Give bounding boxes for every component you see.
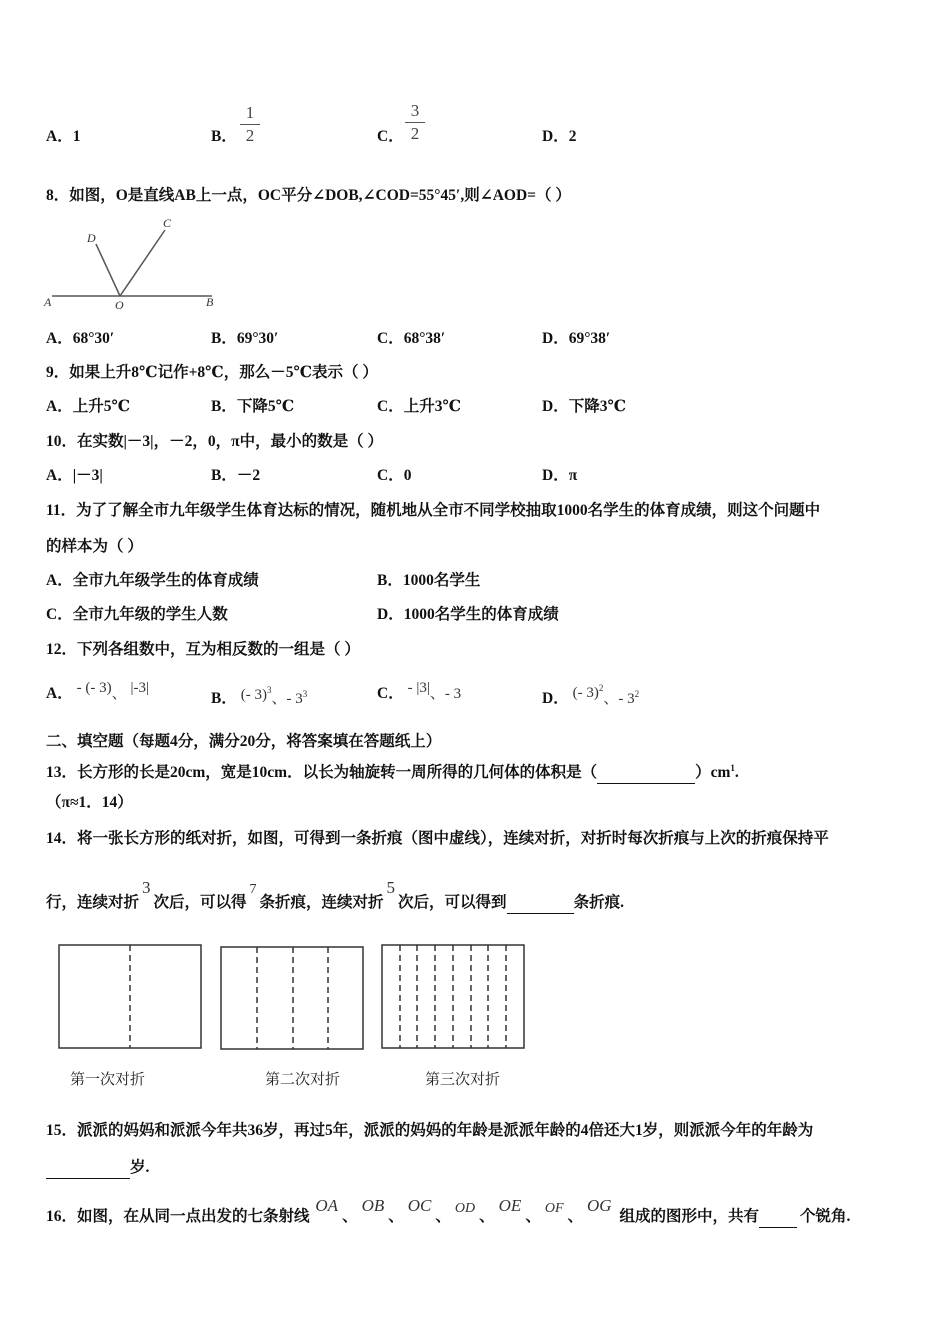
ray-oc: OC bbox=[407, 1196, 432, 1215]
q16-sep: 、 bbox=[388, 1208, 404, 1225]
q14-number-7: 7 bbox=[249, 882, 257, 897]
q12-c-expr1: - |3| bbox=[407, 680, 430, 696]
q7-option-d bbox=[542, 127, 576, 147]
ray-oe: OE bbox=[498, 1196, 522, 1215]
fraction-bar bbox=[405, 122, 425, 123]
q12-d-sep: 、 bbox=[603, 691, 619, 707]
q12-d-expr1: (- 3) bbox=[572, 685, 599, 701]
q16-answer-blank[interactable] bbox=[759, 1207, 797, 1228]
q15-answer-blank[interactable] bbox=[46, 1158, 130, 1179]
q9-option-d: D．下降3℃ bbox=[542, 398, 627, 415]
section-2-heading: 二、填空题（每题4分，满分20分，将答案填在答题纸上） bbox=[46, 733, 442, 750]
q12-option-d bbox=[542, 684, 639, 709]
q14-part2: 次后，可以得 bbox=[153, 894, 247, 911]
q15-stem-line1: 15．派派的妈妈和派派今年共36岁，再过5年，派派的妈妈的年龄是派派年龄的4倍还大1岁，则派派今年的年龄为 bbox=[46, 1122, 814, 1139]
q13-stem-b: ）cm bbox=[695, 764, 731, 782]
q7-a-value: 1 bbox=[72, 128, 81, 145]
q16-sep: 、 bbox=[567, 1208, 584, 1225]
q11-stem-line1: 11．为了了解全市九年级学生体育达标的情况，随机地从全市不同学校抽取1000名学生的体育成绩，则这个问题中 bbox=[46, 502, 821, 519]
q10-option-d: D．π bbox=[542, 467, 578, 484]
q14-fold-figures bbox=[56, 940, 531, 1055]
q12-a-expr2: |-3| bbox=[130, 680, 149, 696]
q15-stem-end: 岁. bbox=[130, 1159, 150, 1176]
q12-d-expr2: - 3 bbox=[618, 691, 635, 707]
q12-b-expr2: - 3 bbox=[286, 691, 303, 707]
q10-option-b: B．－2 bbox=[211, 467, 261, 484]
caption-first-fold: 第一次对折 bbox=[70, 1070, 146, 1088]
q8-option-d: D．69°38′ bbox=[542, 330, 611, 347]
q15-stem-line2 bbox=[46, 1158, 149, 1179]
ray-of: OF bbox=[544, 1201, 564, 1216]
q12-b-exp2: 3 bbox=[302, 689, 308, 699]
q14-stem-line2 bbox=[46, 878, 624, 914]
q14-part3: 条折痕，连续对折 bbox=[259, 894, 384, 911]
q14-part5: 条折痕. bbox=[573, 894, 624, 911]
q14-number-3: 3 bbox=[142, 878, 151, 897]
q11-option-a: A．全市九年级学生的体育成绩 bbox=[46, 572, 259, 589]
q12-d-expr1-wrap bbox=[573, 685, 604, 701]
q9-option-a: A．上升5℃ bbox=[46, 398, 131, 415]
q11-option-b: B．1000名学生 bbox=[377, 572, 481, 589]
q12-c-expr2: - 3 bbox=[444, 686, 462, 702]
q11-option-c: C．全市九年级的学生人数 bbox=[46, 606, 228, 623]
q10-stem: 10．在实数|－3|，－2，0，π中，最小的数是（ ） bbox=[46, 433, 383, 450]
q7-option-b-fraction bbox=[240, 103, 260, 146]
q8-option-c: C．68°38′ bbox=[377, 330, 446, 347]
label-b: B bbox=[206, 295, 214, 309]
fraction-denominator: 2 bbox=[410, 124, 420, 143]
q16-sep: 、 bbox=[342, 1208, 358, 1225]
q16-sep: 、 bbox=[525, 1208, 541, 1225]
q12-b-label: B． bbox=[211, 690, 237, 707]
caption-second-fold: 第二次对折 bbox=[265, 1070, 341, 1088]
q12-stem: 12．下列各组数中，互为相反数的一组是（ ） bbox=[46, 641, 360, 658]
q12-d-exp1: 2 bbox=[598, 683, 604, 693]
q12-c-sep: 、 bbox=[429, 686, 445, 702]
q13-stem bbox=[46, 758, 739, 784]
q12-d-expr2-wrap bbox=[618, 691, 639, 707]
q7-a-label: A． bbox=[46, 128, 73, 145]
q12-a-label: A． bbox=[46, 685, 73, 702]
q13-note: （π≈1．14） bbox=[46, 794, 133, 811]
q7-d-value: 2 bbox=[568, 128, 577, 145]
q14-stem-line1: 14．将一张长方形的纸对折，如图，可得到一条折痕（图中虚线），连续对折，对折时每次折痕与上次的折痕保持平 bbox=[46, 830, 829, 847]
ray-od bbox=[96, 244, 120, 296]
q12-option-c bbox=[377, 680, 462, 704]
q7-option-c-fraction bbox=[405, 101, 425, 144]
ray-od: OD bbox=[454, 1201, 476, 1216]
fraction-numerator: 3 bbox=[410, 101, 420, 120]
q12-b-expr1-wrap bbox=[241, 687, 272, 703]
q16-part2: 组成的图形中，共有 bbox=[619, 1208, 759, 1225]
q12-b-expr2-wrap bbox=[286, 691, 307, 707]
q7-option-c-label: C． bbox=[377, 128, 404, 145]
q12-option-a bbox=[46, 680, 149, 704]
fold-figure-3 bbox=[382, 945, 524, 1048]
q9-stem: 9．如果上升8℃记作+8℃，那么－5℃表示（ ） bbox=[46, 364, 378, 381]
q10-option-a: A．|－3| bbox=[46, 467, 103, 484]
q16-sep: 、 bbox=[479, 1208, 495, 1225]
q14-part1: 行，连续对折 bbox=[46, 894, 140, 911]
q8-option-b: B．69°30′ bbox=[211, 330, 279, 347]
q7-d-label: D． bbox=[542, 128, 569, 145]
q13-stem-end: . bbox=[734, 764, 739, 782]
q16-part3: 个锐角. bbox=[799, 1208, 851, 1225]
q13-unit-exponent: 1 bbox=[730, 763, 735, 773]
q11-stem-line2: 的样本为（ ） bbox=[46, 538, 143, 555]
ray-oa: OA bbox=[315, 1196, 339, 1215]
q12-b-expr1: (- 3) bbox=[240, 687, 267, 703]
ray-og: OG bbox=[587, 1196, 612, 1215]
q14-number-5: 5 bbox=[386, 878, 396, 897]
q7-option-a bbox=[46, 127, 80, 147]
q12-d-label: D． bbox=[542, 690, 569, 707]
q12-b-sep: 、 bbox=[271, 691, 287, 707]
fraction-numerator: 1 bbox=[245, 103, 255, 122]
q12-c-label: C． bbox=[377, 685, 404, 702]
q14-answer-blank[interactable] bbox=[507, 893, 574, 914]
q14-part4: 次后，可以得到 bbox=[398, 894, 507, 911]
q11-option-d: D．1000名学生的体育成绩 bbox=[377, 606, 559, 623]
q12-option-b bbox=[211, 684, 307, 709]
ray-oc bbox=[120, 230, 165, 296]
q8-option-a: A．68°30′ bbox=[46, 330, 115, 347]
fold-figure-1 bbox=[59, 945, 201, 1048]
q7-option-b-label: B． bbox=[211, 128, 237, 145]
label-a: A bbox=[44, 295, 52, 309]
q9-option-c: C．上升3℃ bbox=[377, 398, 462, 415]
q16-part1: 16．如图，在从同一点出发的七条射线 bbox=[46, 1208, 310, 1225]
fraction-denominator: 2 bbox=[245, 126, 255, 145]
q16-sep: 、 bbox=[435, 1208, 451, 1225]
label-o: O bbox=[115, 298, 124, 312]
q8-angle-figure bbox=[40, 212, 230, 312]
q10-option-c: C．0 bbox=[377, 467, 412, 484]
q13-answer-blank[interactable] bbox=[597, 763, 695, 784]
label-c: C bbox=[163, 216, 172, 230]
fraction-bar bbox=[240, 124, 260, 125]
q12-d-exp2: 2 bbox=[634, 689, 640, 699]
q12-a-expr1: - (- 3) bbox=[76, 680, 112, 696]
q8-stem: 8．如图，O是直线AB上一点，OC平分∠DOB,∠COD=55°45′,则∠AOD=（ ） bbox=[46, 187, 571, 204]
q13-stem-a: 13．长方形的长是20cm，宽是10cm．以长为轴旋转一周所得的几何体的体积是（ bbox=[46, 764, 598, 782]
ray-ob: OB bbox=[361, 1196, 385, 1215]
fold-figure-2 bbox=[221, 947, 363, 1049]
caption-third-fold: 第三次对折 bbox=[425, 1070, 501, 1088]
label-d: D bbox=[87, 231, 96, 245]
q12-b-exp1: 3 bbox=[266, 685, 272, 695]
q16-stem bbox=[46, 1196, 851, 1228]
q9-option-b: B．下降5℃ bbox=[211, 398, 295, 415]
q12-a-sep: 、 bbox=[111, 686, 127, 702]
